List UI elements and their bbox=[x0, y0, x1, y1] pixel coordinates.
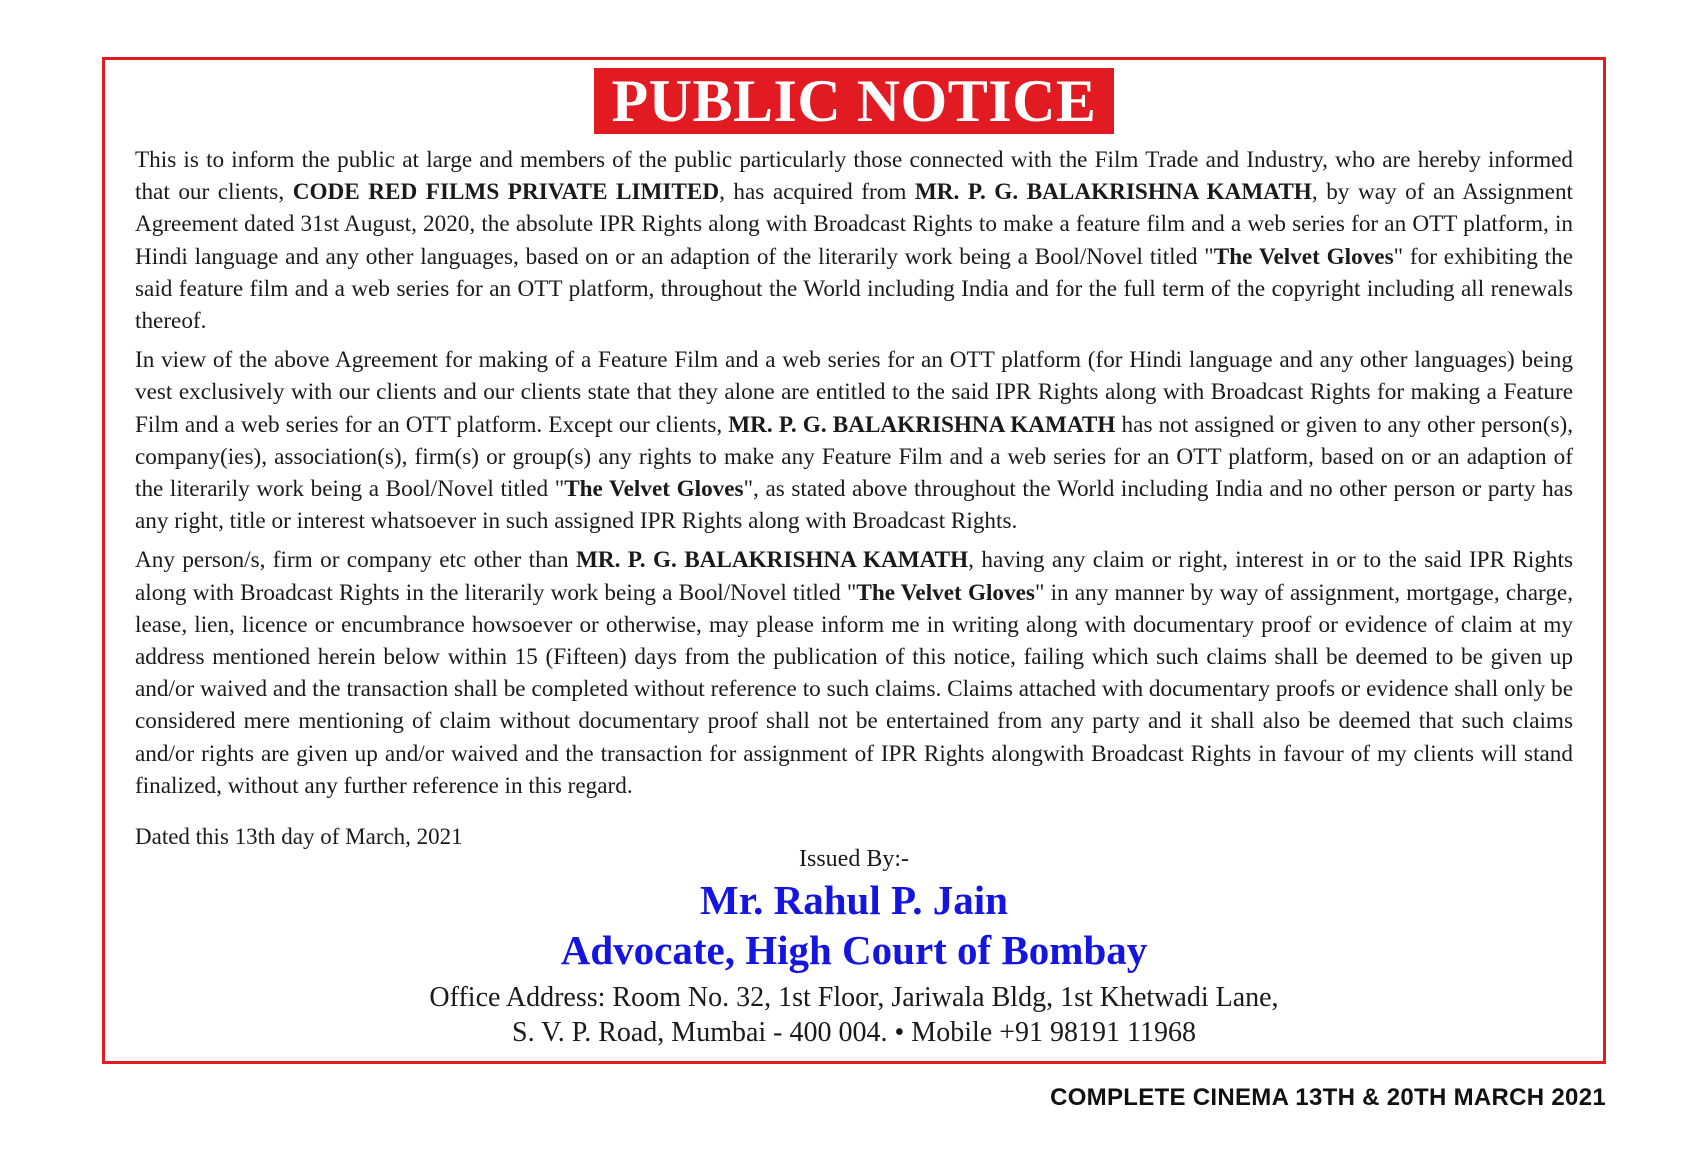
public-notice-frame bbox=[102, 57, 1606, 1064]
dated-line: Dated this 13th day of March, 2021 bbox=[135, 824, 463, 849]
advocate-title: Advocate, High Court of Bombay bbox=[560, 927, 1148, 973]
publication-credit: COMPLETE CINEMA 13TH & 20TH MARCH 2021 bbox=[1050, 1084, 1606, 1111]
bold-text-run: MR. P. G. BALAKRISHNA KAMATH bbox=[728, 411, 1116, 438]
notice-paragraph bbox=[135, 344, 1573, 537]
bold-text-run: The Velvet Gloves bbox=[564, 476, 744, 503]
bold-text-run: The Velvet Gloves bbox=[1213, 243, 1394, 270]
bold-text-run: MR. P. G. BALAKRISHNA KAMATH bbox=[575, 547, 969, 574]
office-address-line-2: S. V. P. Road, Mumbai - 400 004. • Mobile +91 98191 11968 bbox=[512, 1017, 1196, 1048]
text-run: Any person/s, firm or company etc other than bbox=[135, 547, 576, 574]
text-run: This is to inform the public at large and members of the public particularly those connected with the Film Trade and Industry, who are hereby informed that our clients, bbox=[135, 147, 1573, 206]
text-run: , by way of an Assignment Agreement dated 31st August, 2020, the absolute IPR Rights along with Broadcast Rights to make a feature film and a web series for an OTT platform, in Hindi language and any other languages, based on or an adaption of the literarily work being a Bool/Novel titled " bbox=[135, 179, 1573, 270]
notice-body bbox=[135, 144, 1573, 809]
text-run: ", as stated above throughout the World including India and no other person or party has any right, title or interest whatsoever in such assigned IPR Rights along with Broadcast Rights. bbox=[135, 476, 1573, 535]
text-run: In view of the above Agreement for making of a Feature Film and a web series for an OTT platform (for Hindi language and any other languages) being vest exclusively with our clients and our clients state that they alone are entitled to the said IPR Rights along with Broadcast Rights for making a Feature Film and a web series for an OTT platform. Except our clients, bbox=[135, 347, 1573, 438]
text-run: , having any claim or right, interest in or to the said IPR Rights along with Broadcast Rights in the literarily work being a Bool/Novel titled " bbox=[135, 547, 1573, 606]
text-run: , has acquired from bbox=[719, 179, 915, 206]
bold-text-run: The Velvet Gloves bbox=[856, 579, 1035, 606]
text-run: " in any manner by way of assignment, mortgage, charge, lease, lien, licence or encumbrance howsoever or otherwise, may please inform me in writing along with documentary proof or evidence of claim at my address mentioned herein below within 15 (Fifteen) days from the publication of this notice, failing which such claims shall be deemed to be given up and/or waived and the transaction shall be completed without reference to such claims. Claims attached with documentary proofs or evidence shall only be considered mere mentioning of claim without documentary proof shall not be entertained from any party and it shall also be deemed that such claims and/or rights are given up and/or waived and the transaction for assignment of IPR Rights alongwith Broadcast Rights in favour of my clients will stand finalized, without any further reference in this regard. bbox=[135, 579, 1573, 799]
bold-text-run: CODE RED FILMS PRIVATE LIMITED bbox=[292, 179, 720, 206]
notice-title: PUBLIC NOTICE bbox=[594, 68, 1115, 134]
notice-paragraph bbox=[135, 144, 1573, 337]
title-banner bbox=[105, 68, 1603, 134]
office-address-line-1: Office Address: Room No. 32, 1st Floor, Jariwala Bldg, 1st Khetwadi Lane, bbox=[429, 982, 1279, 1013]
text-run: " for exhibiting the said feature film and a web series for an OTT platform, throughout the World including India and for the full term of the copyright including all renewals thereof. bbox=[135, 243, 1573, 335]
bold-text-run: MR. P. G. BALAKRISHNA KAMATH bbox=[914, 179, 1312, 206]
text-run: has not assigned or given to any other person(s), company(ies), association(s), firm(s) or group(s) any rights to make any Feature Film and a web series for an OTT platform, based on or an adaption of the literarily work being a Bool/Novel titled " bbox=[135, 411, 1573, 503]
issued-by-label: Issued By:- bbox=[799, 846, 909, 872]
advocate-name: Mr. Rahul P. Jain bbox=[700, 877, 1008, 923]
notice-paragraph bbox=[135, 544, 1573, 802]
